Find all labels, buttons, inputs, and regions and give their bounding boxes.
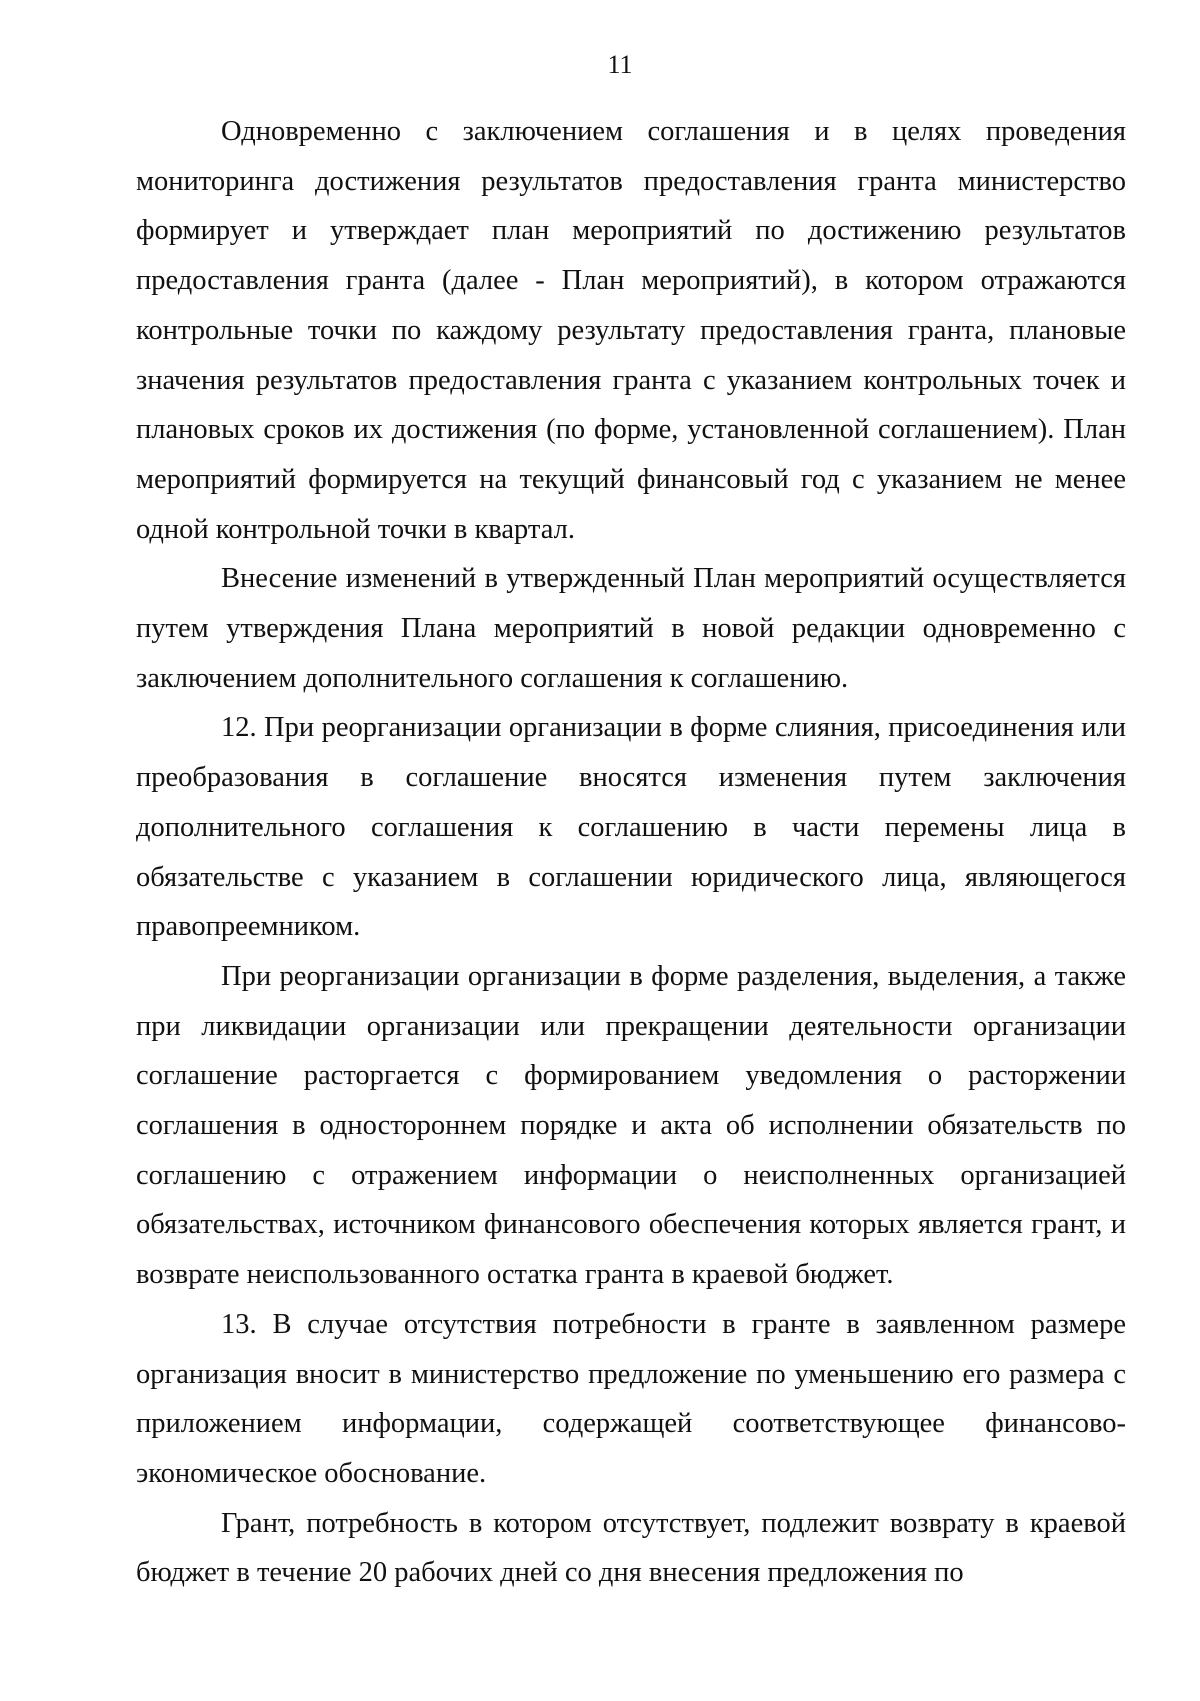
page-number: 11 [607, 50, 633, 79]
paragraph-item-12-merger: 12. При реорганизации организации в форме слияния, присоединения или преобразования в соглашение вносятся изменения путем заключения дополнительного соглашения к соглашению в части перемены лица в обязательстве с указанием в соглашении юридического лица, являющегося правопреемником. [136, 712, 1126, 943]
paragraph-grant-return: Грант, потребность в котором отсутствует, подлежит возврату в краевой бюджет в течение 20 рабочих дней со дня внесения предложения по [136, 1507, 1126, 1589]
document-body [136, 107, 1126, 1598]
paragraph-monitoring-plan: Одновременно с заключением соглашения и в целях проведения мониторинга достижения результатов предоставления гранта министерство формирует и утверждает план мероприятий по достижению результатов предоставления гранта (далее - План мероприятий), в котором отражаются контрольные точки по каждому результату предоставления гранта, плановые значения результатов предоставления гранта с указанием контрольных точек и плановых сроков их достижения (по форме, установленной соглашением). План мероприятий формируется на текущий финансовый год с указанием не менее одной контрольной точки в квартал. [136, 116, 1126, 545]
paragraph-item-13-reduction: 13. В случае отсутствия потребности в гранте в заявленном размере организация вносит в министерство предложение по уменьшению его размера с приложением информации, содержащей соответствующее финансово-экономическое обоснование. [136, 1308, 1126, 1489]
paragraph-division-liquidation: При реорганизации организации в форме разделения, выделения, а также при ликвидации организации или прекращении деятельности организации соглашение расторгается с формированием уведомления о расторжении соглашения в одностороннем порядке и акта об исполнении обязательств по соглашению с отражением информации о неисполненных организацией обязательствах, источником финансового обеспечения которых является грант, и возврате неиспользованного остатка гранта в краевой бюджет. [136, 960, 1126, 1291]
paragraph-plan-changes: Внесение изменений в утвержденный План мероприятий осуществляется путем утверждения Плана мероприятий в новой редакции одновременно с заключением дополнительного соглашения к соглашению. [136, 563, 1126, 694]
